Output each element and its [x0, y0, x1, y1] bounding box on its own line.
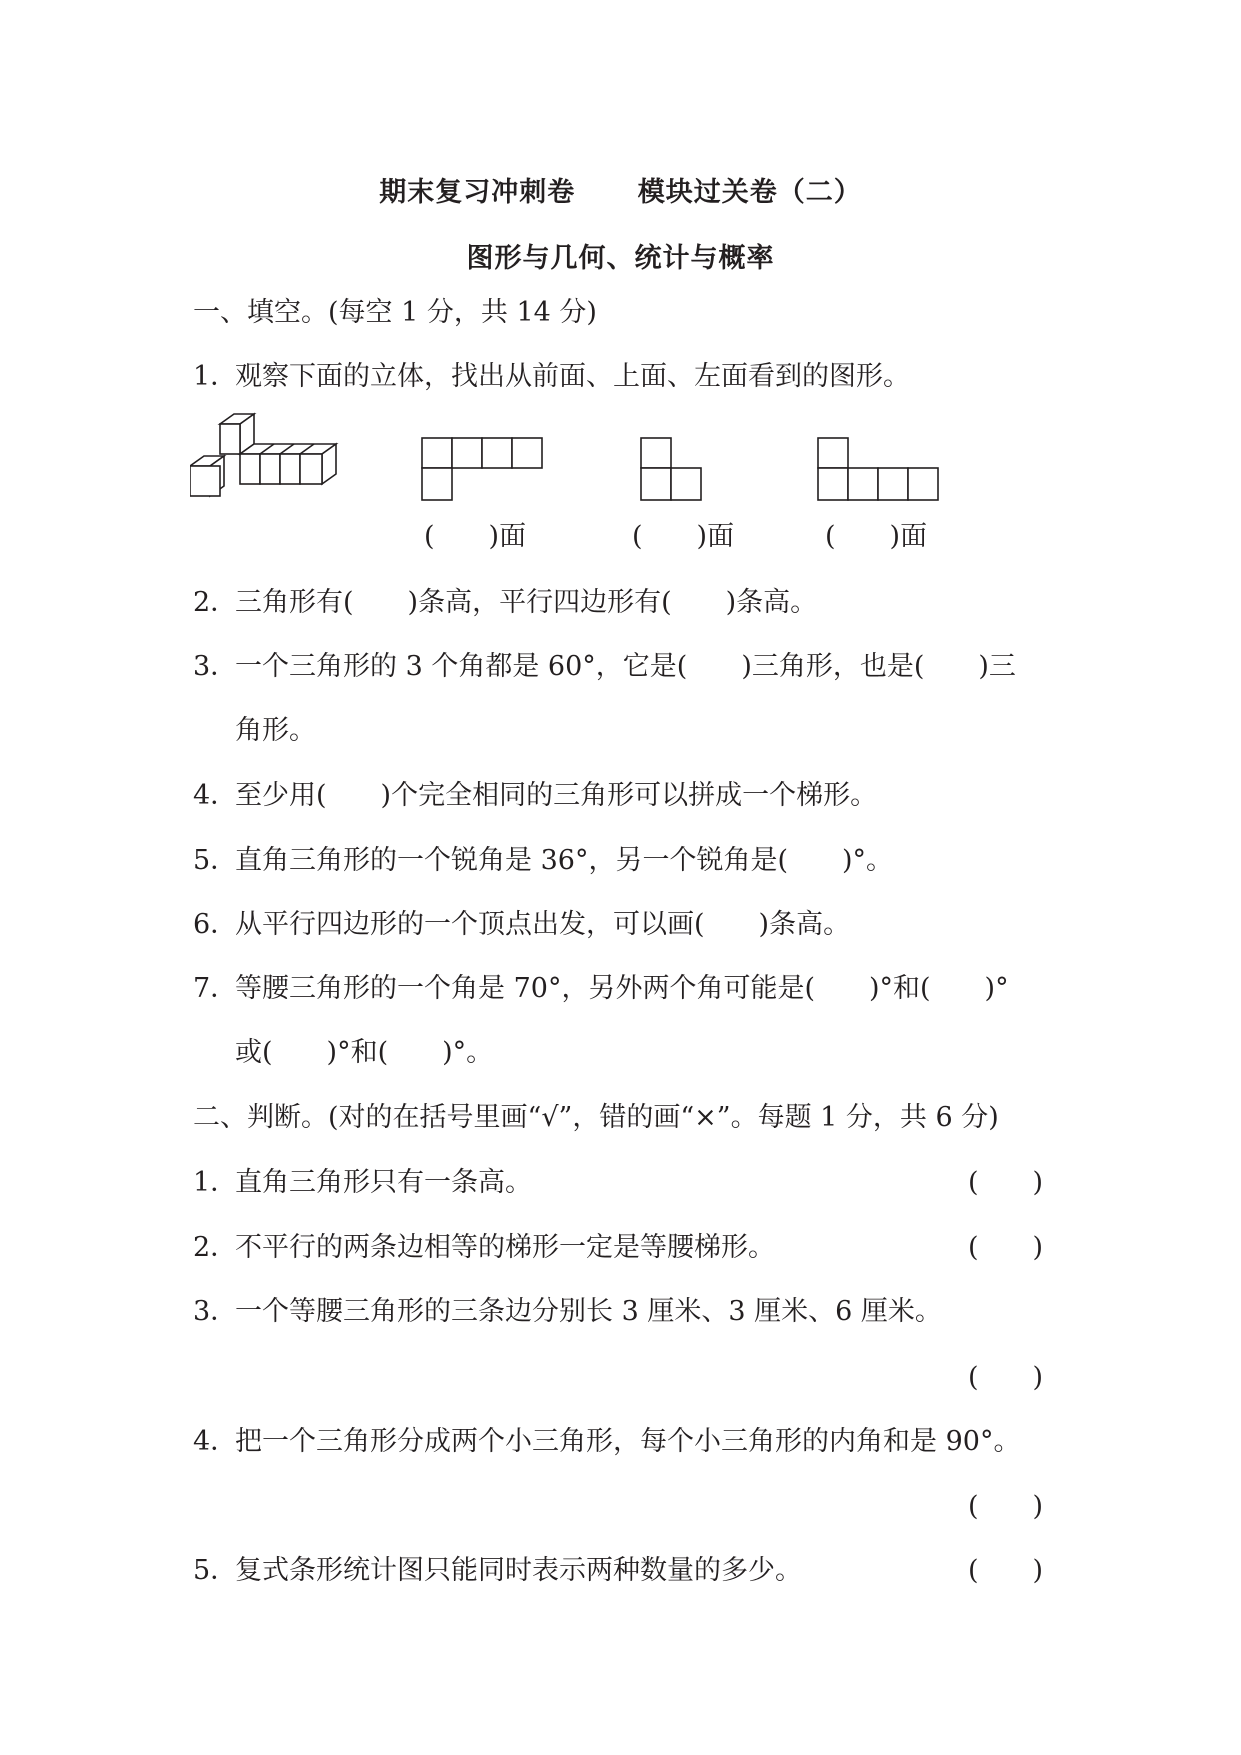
question-number: 1．: [193, 1167, 238, 1198]
question-text: 直角三角形只有一条高。: [235, 1167, 532, 1198]
page-title: 期末复习冲刺卷 模块过关卷（二）: [379, 177, 862, 208]
question-text: 一个三角形的 3 个角都是 60°，它是( )三角形，也是( )三: [235, 651, 1016, 682]
solid-figure: [190, 410, 345, 510]
judge-item-5: [193, 1555, 802, 1587]
question-7: [193, 973, 1009, 1005]
question-text: 三角形有( )条高，平行四边形有( )条高。: [235, 587, 818, 618]
question-number: 1．: [193, 361, 238, 392]
answer-blank-2[interactable]: ( ): [968, 1232, 1044, 1263]
question-number: 4．: [193, 780, 238, 811]
question-text: 不平行的两条边相等的梯形一定是等腰梯形。: [235, 1232, 775, 1263]
question-6: [193, 909, 850, 941]
question-7-continued: 或( )°和( )°。: [235, 1037, 494, 1068]
answer-blank-5[interactable]: ( ): [968, 1555, 1044, 1586]
question-4: [193, 780, 877, 812]
question-text: 从平行四边形的一个顶点出发，可以画( )条高。: [235, 909, 851, 940]
question-5: [193, 845, 893, 877]
judge-item-1: [193, 1167, 532, 1199]
question-text: 至少用( )个完全相同的三角形可以拼成一个梯形。: [235, 780, 878, 811]
answer-blank-4[interactable]: ( ): [968, 1491, 1044, 1522]
question-text: 复式条形统计图只能同时表示两种数量的多少。: [235, 1555, 802, 1586]
question-number: 3．: [193, 1296, 238, 1327]
section1-heading: 一、填空。(每空 1 分，共 14 分): [193, 297, 597, 328]
answer-blank-3[interactable]: ( ): [968, 1362, 1044, 1393]
question-text: 一个等腰三角形的三条边分别长 3 厘米、3 厘米、6 厘米。: [235, 1296, 942, 1327]
question-3-continued: 角形。: [235, 715, 316, 746]
question-text: 把一个三角形分成两个小三角形，每个小三角形的内角和是 90°。: [235, 1426, 1021, 1457]
question-2: [193, 587, 817, 619]
view-figure-2: [640, 437, 706, 503]
question-3: [193, 651, 1016, 683]
view-blank-1[interactable]: ( )面: [424, 521, 527, 552]
question-number: 7．: [193, 973, 238, 1004]
question-number: 3．: [193, 651, 238, 682]
page-subtitle: 图形与几何、统计与概率: [466, 243, 775, 274]
view-figure-3: [817, 437, 941, 503]
question-text: 直角三角形的一个锐角是 36°，另一个锐角是( )°。: [235, 845, 894, 876]
question-number: 4．: [193, 1426, 238, 1457]
section2-heading: 二、判断。(对的在括号里画“√”，错的画“×”。每题 1 分，共 6 分): [193, 1102, 999, 1133]
judge-item-2: [193, 1232, 775, 1264]
view-blank-2[interactable]: ( )面: [632, 521, 735, 552]
view-figure-1: [421, 437, 545, 503]
question-number: 6．: [193, 909, 238, 940]
question-number: 2．: [193, 587, 238, 618]
judge-item-3: [193, 1296, 942, 1328]
question-text: 观察下面的立体，找出从前面、上面、左面看到的图形。: [235, 361, 910, 392]
question-number: 5．: [193, 1555, 238, 1586]
question-1: [193, 361, 910, 393]
question-number: 2．: [193, 1232, 238, 1263]
view-blank-3[interactable]: ( )面: [825, 521, 928, 552]
answer-blank-1[interactable]: ( ): [968, 1167, 1044, 1198]
judge-item-4: [193, 1426, 1020, 1458]
question-text: 等腰三角形的一个角是 70°，另外两个角可能是( )°和( )°: [235, 973, 1009, 1004]
question-number: 5．: [193, 845, 238, 876]
